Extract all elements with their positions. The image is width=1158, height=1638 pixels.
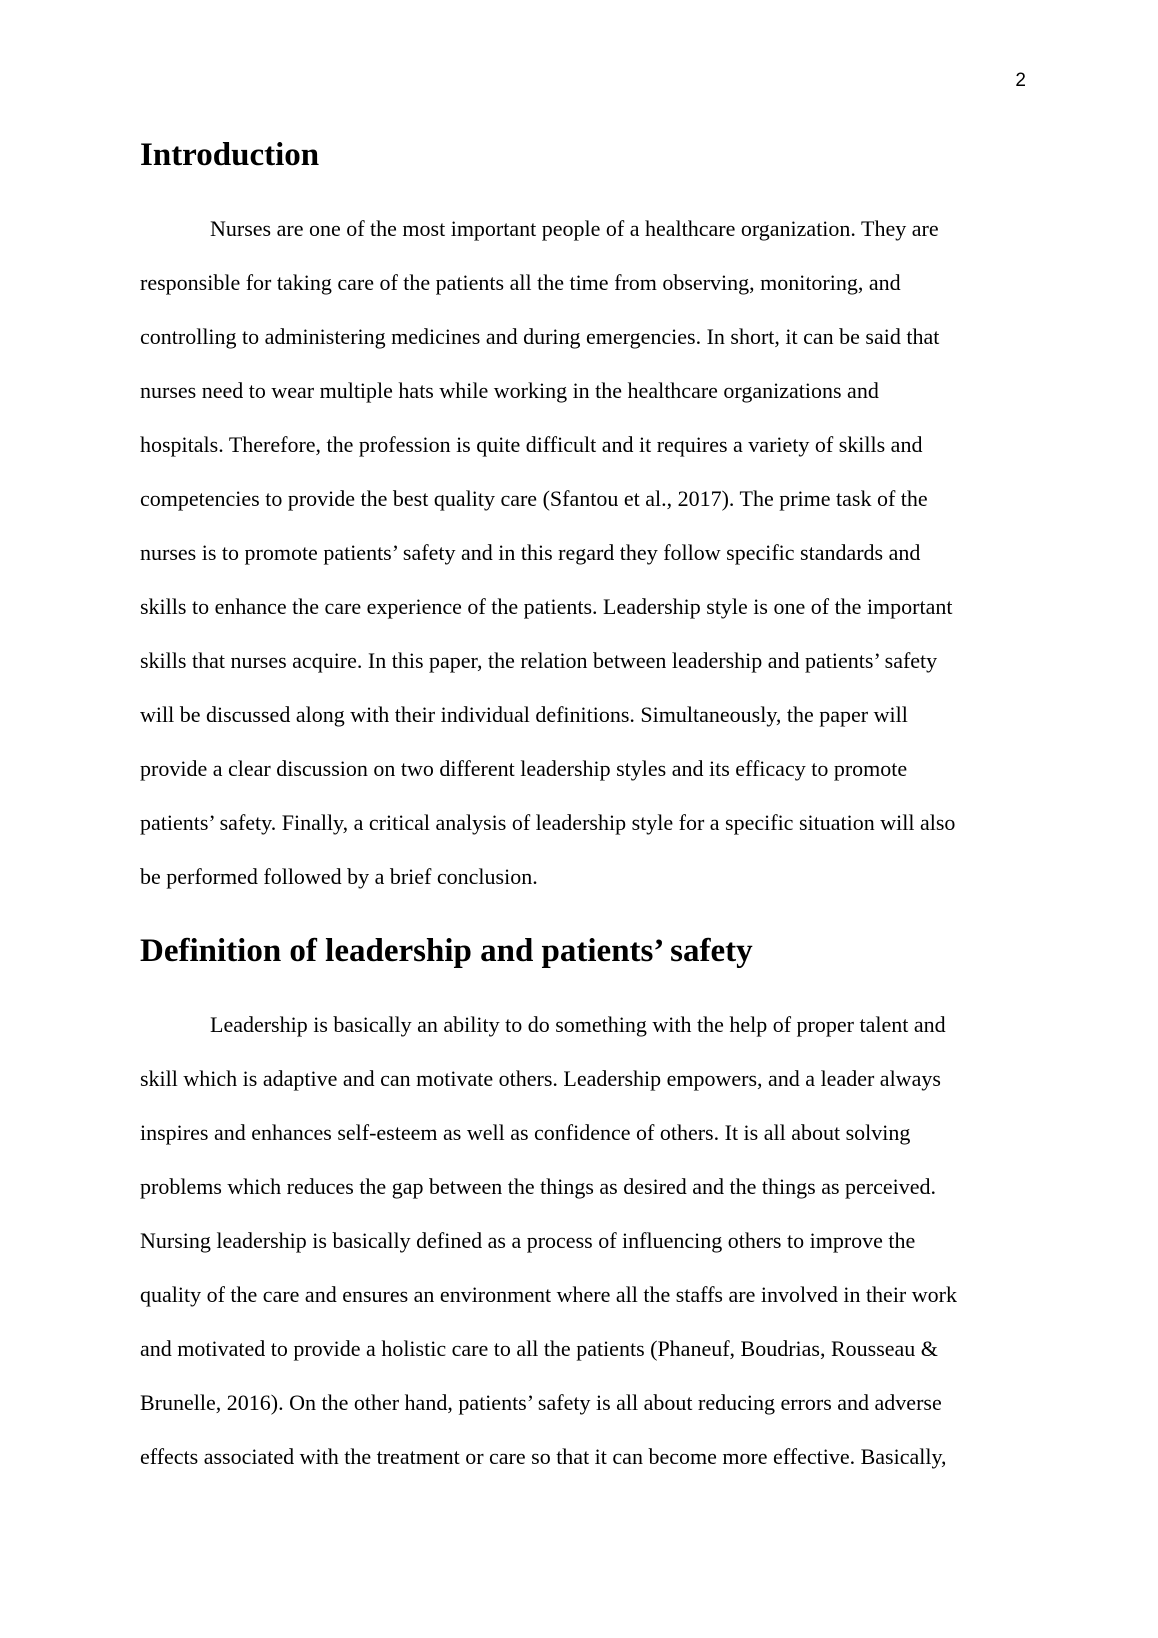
paragraph-line: nurses is to promote patients’ safety and in this regard they follow specific standards and bbox=[140, 540, 921, 565]
page-number: 2 bbox=[1015, 70, 1026, 91]
paragraph-line: will be discussed along with their individual definitions. Simultaneously, the paper will bbox=[140, 702, 908, 727]
section-heading-definition: Definition of leadership and patients’ safety bbox=[140, 933, 753, 969]
paragraph-line: be performed followed by a brief conclusion. bbox=[140, 864, 538, 889]
paragraph-line: skills that nurses acquire. In this paper, the relation between leadership and patients’ safety bbox=[140, 648, 938, 673]
paragraph-line: Leadership is basically an ability to do something with the help of proper talent and bbox=[210, 1012, 946, 1037]
paragraph-line: skill which is adaptive and can motivate others. Leadership empowers, and a leader always bbox=[140, 1066, 941, 1091]
paragraph-line: provide a clear discussion on two different leadership styles and its efficacy to promote bbox=[140, 756, 908, 781]
paragraph-line: competencies to provide the best quality care (Sfantou et al., 2017). The prime task of the bbox=[140, 486, 928, 511]
paragraph-line: Nurses are one of the most important people of a healthcare organization. They are bbox=[210, 216, 939, 241]
paragraph-line: Brunelle, 2016). On the other hand, patients’ safety is all about reducing errors and adverse bbox=[140, 1390, 942, 1415]
spacer bbox=[140, 978, 1016, 998]
section-heading-introduction: Introduction bbox=[140, 137, 320, 173]
paragraph-line: Nursing leadership is basically defined as a process of influencing others to improve the bbox=[140, 1228, 916, 1253]
paragraph-line: patients’ safety. Finally, a critical analysis of leadership style for a specific situation will also bbox=[140, 810, 956, 835]
paragraph-line: effects associated with the treatment or care so that it can become more effective. Basically, bbox=[140, 1444, 947, 1469]
document-body bbox=[140, 128, 1016, 1484]
paragraph-line: skills to enhance the care experience of the patients. Leadership style is one of the important bbox=[140, 594, 953, 619]
paragraph-line: hospitals. Therefore, the profession is quite difficult and it requires a variety of skills and bbox=[140, 432, 923, 457]
paragraph-line: controlling to administering medicines and during emergencies. In short, it can be said that bbox=[140, 324, 940, 349]
paragraph-line: nurses need to wear multiple hats while working in the healthcare organizations and bbox=[140, 378, 879, 403]
paragraph-line: responsible for taking care of the patients all the time from observing, monitoring, and bbox=[140, 270, 901, 295]
paragraph-line: problems which reduces the gap between the things as desired and the things as perceived. bbox=[140, 1174, 937, 1199]
paragraph-line: inspires and enhances self-esteem as well as confidence of others. It is all about solving bbox=[140, 1120, 911, 1145]
paragraph-line: quality of the care and ensures an environment where all the staffs are involved in their work bbox=[140, 1282, 957, 1307]
paragraph-definition bbox=[140, 998, 1016, 1484]
spacer bbox=[140, 182, 1016, 202]
paragraph-line: and motivated to provide a holistic care to all the patients (Phaneuf, Boudrias, Rousseau & bbox=[140, 1336, 938, 1361]
paragraph-introduction bbox=[140, 202, 1016, 904]
spacer bbox=[140, 904, 1016, 924]
